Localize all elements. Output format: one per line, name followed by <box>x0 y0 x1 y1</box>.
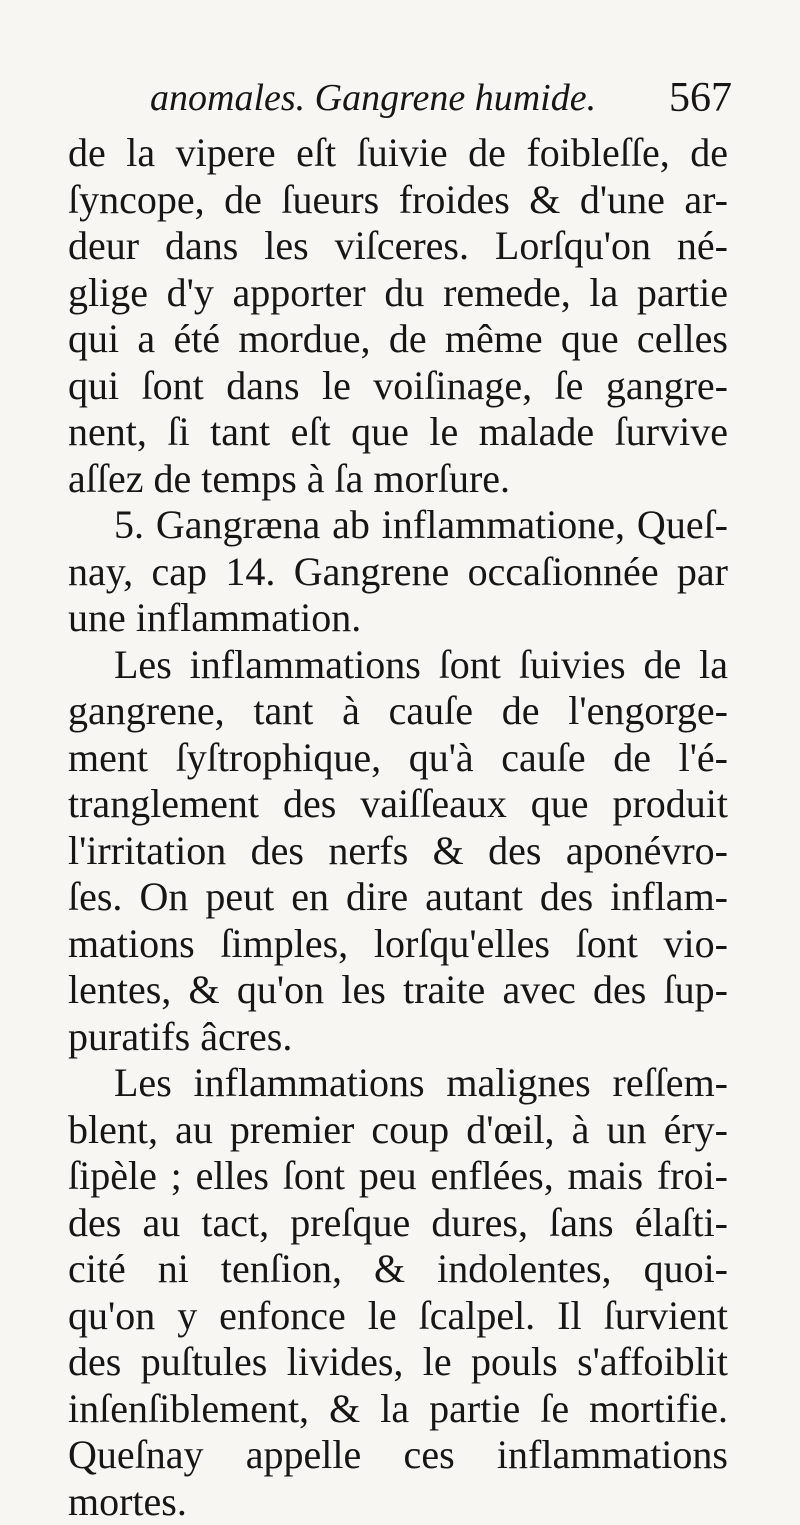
text-line: Queſnay appelle ces inflammations <box>68 1432 728 1479</box>
text-line: ſyncope, de ſueurs froides & d'une ar- <box>68 177 728 224</box>
text-line: ment ſyſtrophique, qu'à cauſe de l'é- <box>68 735 728 782</box>
text-line: ſes. On peut en dire autant des inflam- <box>68 874 728 921</box>
text-line: ſipèle ; elles ſont peu enflées, mais froi- <box>68 1153 728 1200</box>
text-line: nent, ſi tant eſt que le malade ſurvive <box>68 409 728 456</box>
text-line: blent, au premier coup d'œil, à un éry- <box>68 1107 728 1154</box>
text-line: aſſez de temps à ſa morſure. <box>68 456 728 503</box>
running-title: anomales. Gangrene humide. <box>150 70 596 126</box>
text-line: Les inflammations ſont ſuivies de la <box>68 642 728 689</box>
text-line: cité ni tenſion, & indolentes, quoi- <box>68 1246 728 1293</box>
body-text <box>68 130 728 1525</box>
text-line: inſenſiblement, & la partie ſe mortifie. <box>68 1386 728 1433</box>
text-line: deur dans les viſceres. Lorſqu'on né- <box>68 223 728 270</box>
text-line: une inflammation. <box>68 595 728 642</box>
page-number: 567 <box>669 70 732 126</box>
text-line: gangrene, tant à cauſe de l'engorge- <box>68 688 728 735</box>
text-line: tranglement des vaiſſeaux que produit <box>68 781 728 828</box>
text-line: qui ſont dans le voiſinage, ſe gangre- <box>68 363 728 410</box>
text-line: qui a été mordue, de même que celles <box>68 316 728 363</box>
text-line: mations ſimples, lorſqu'elles ſont vio- <box>68 921 728 968</box>
text-line: nay, cap 14. Gangrene occaſionnée par <box>68 549 728 596</box>
text-line: des puſtules livides, le pouls s'affoiblit <box>68 1339 728 1386</box>
text-line: puratifs âcres. <box>68 1014 728 1061</box>
text-line-heading: 5. Gangræna ab inflammatione, Queſ- <box>68 502 728 549</box>
text-line: glige d'y apporter du remede, la partie <box>68 270 728 317</box>
text-line: des au tact, preſque dures, ſans élaſti- <box>68 1200 728 1247</box>
text-line: lentes, & qu'on les traite avec des ſup- <box>68 967 728 1014</box>
text-line: qu'on y enfonce le ſcalpel. Il ſurvient <box>68 1293 728 1340</box>
text-line: mortes. <box>68 1479 728 1525</box>
text-line: Les inflammations malignes reſſem- <box>68 1060 728 1107</box>
page-header <box>150 70 732 126</box>
text-line: de la vipere eſt ſuivie de foibleſſe, de <box>68 130 728 177</box>
text-line: l'irritation des nerfs & des aponévro- <box>68 828 728 875</box>
